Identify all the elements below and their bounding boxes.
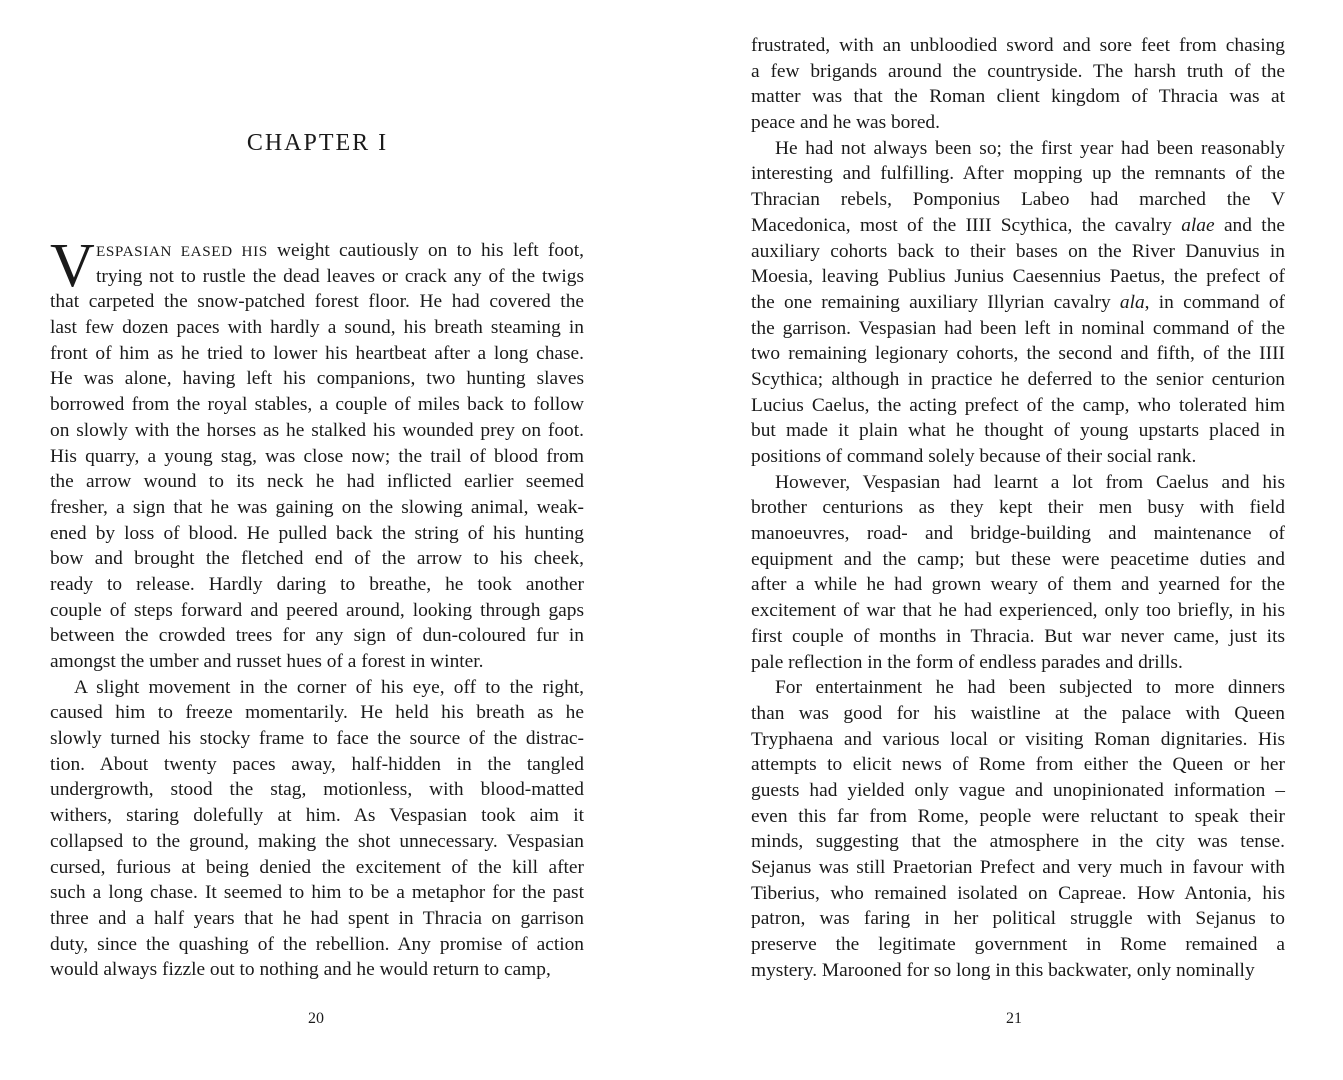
text-line: first couple of months in Thracia. But war never came, just its <box>751 625 1285 647</box>
page-number-right: 21 <box>1006 1010 1022 1027</box>
page-number-left: 20 <box>308 1010 324 1027</box>
opening-line <box>50 238 584 264</box>
text-line: ready to release. Hardly daring to breathe, he took another <box>50 573 584 595</box>
text-line: on slowly with the horses as he stalked his wounded prey on foot. <box>50 419 584 441</box>
text-line: matter was that the Roman client kingdom of Thracia was at <box>751 86 1285 108</box>
text-line: A slight movement in the corner of his eye, off to the right, <box>74 676 584 698</box>
text-line: Macedonica, most of the IIII Scythica, the cavalry alae and the <box>751 214 1285 236</box>
text-line: the arrow wound to its neck he had inflicted earlier seemed <box>50 471 584 493</box>
text-line: trying not to rustle the dead leaves or crack any of the twigs <box>96 265 584 287</box>
text-line: preserve the legitimate government in Rome remained a <box>751 934 1285 956</box>
text-line: frustrated, with an unbloodied sword and sore feet from chasing <box>751 35 1285 56</box>
text-line: interesting and fulfilling. After mopping up the remnants of the <box>751 163 1285 185</box>
right-text-block <box>751 33 1285 983</box>
text-line: Scythica; although in practice he deferred to the senior centurion <box>751 368 1285 390</box>
text-line: However, Vespasian had learnt a lot from Caelus and his <box>775 471 1285 493</box>
text-line: positions of command solely because of their social rank. <box>751 446 1197 467</box>
text-line: fresher, a sign that he was gaining on the slowing animal, weak- <box>50 496 584 518</box>
text-line: between the crowded trees for any sign of dun-coloured fur in <box>50 625 584 647</box>
text-line: auxiliary cohorts back to their bases on the River Danuvius in <box>751 240 1285 262</box>
text-line: slowly turned his stocky frame to face the source of the distrac- <box>50 728 584 750</box>
text-line: two remaining legionary cohorts, the second and fifth, of the IIII <box>751 343 1285 365</box>
text-line: last few dozen paces with hardly a sound, his breath steaming in <box>50 317 584 339</box>
text-line: Tryphaena and various local or visiting Roman dignitaries. His <box>751 728 1285 750</box>
text-line: Tiberius, who remained isolated on Capreae. How Antonia, his <box>751 882 1285 904</box>
text-line: would always fizzle out to nothing and he would return to camp, <box>50 959 551 981</box>
text-line: mystery. Marooned for so long in this backwater, only nominally <box>751 959 1255 981</box>
text-line: attempts to elicit news of Rome from either the Queen or her <box>751 754 1285 776</box>
drop-cap: V <box>50 232 95 300</box>
text-line: He had not always been so; the first year had been reasonably <box>775 137 1285 159</box>
text-line: the garrison. Vespasian had been left in nominal command of the <box>751 317 1285 339</box>
text-line: Thracian rebels, Pomponius Labeo had marched the V <box>751 189 1285 211</box>
text-line: manoeuvres, road- and bridge-building and maintenance of <box>751 523 1285 545</box>
left-text-block <box>50 232 584 983</box>
text-line: Sejanus was still Praetorian Prefect and very much in favour with <box>751 857 1285 878</box>
text-line: excitement of war that he had experienced, only too briefly, in his <box>751 600 1285 622</box>
text-line: cursed, furious at being denied the excitement of the kill after <box>50 856 584 878</box>
text-line: that carpeted the snow-patched forest floor. He had covered the <box>50 291 584 313</box>
text-line: than was good for his waistline at the palace with Queen <box>751 702 1285 724</box>
text-line: bow and brought the fletched end of the arrow to his cheek, <box>50 548 584 570</box>
text-line: tion. About twenty paces away, half-hidden in the tangled <box>50 753 584 775</box>
text-line: Moesia, leaving Publius Junius Caesennius Paetus, the prefect of <box>751 266 1285 288</box>
text-line: a few brigands around the countryside. The harsh truth of the <box>751 60 1285 82</box>
text-line: He was alone, having left his companions, two hunting slaves <box>50 368 584 390</box>
text-line: minds, suggesting that the atmosphere in the city was tense. <box>751 831 1285 853</box>
text-line: His quarry, a young stag, was close now; the trail of blood from <box>50 445 584 467</box>
text-line: borrowed from the royal stables, a couple of miles back to follow <box>50 394 584 416</box>
text-line: caused him to freeze momentarily. He held his breath as he <box>50 702 584 724</box>
right-page <box>700 0 1343 1080</box>
left-page <box>0 0 650 1080</box>
text-line: guests had yielded only vague and unopinionated information – <box>751 779 1285 801</box>
text-line: collapsed to the ground, making the shot unnecessary. Vespasian <box>50 830 584 852</box>
text-line: duty, since the quashing of the rebellion. Any promise of action <box>50 933 584 955</box>
text-line: but made it plain what he thought of young upstarts placed in <box>751 420 1285 442</box>
text-line: three and a half years that he had spent in Thracia on garrison <box>50 907 584 929</box>
chapter-title: CHAPTER I <box>246 130 389 156</box>
text-line: amongst the umber and russet hues of a forest in winter. <box>50 651 484 672</box>
text-line: brother centurions as they kept their men busy with field <box>751 497 1285 519</box>
text-line: couple of steps forward and peered around, looking through gaps <box>50 599 584 621</box>
text-line: patron, was faring in her political struggle with Sejanus to <box>751 908 1285 930</box>
text-line: the one remaining auxiliary Illyrian cavalry ala, in command of <box>751 291 1285 313</box>
text-line: peace and he was bored. <box>751 112 940 134</box>
text-line: withers, staring dolefully at him. As Vespasian took aim it <box>50 805 584 827</box>
small-caps-opening: ESPASIAN EASED HIS <box>96 243 268 260</box>
text-line: For entertainment he had been subjected to more dinners <box>775 677 1285 699</box>
text-line: such a long chase. It seemed to him to be a metaphor for the past <box>50 882 584 904</box>
text-line: undergrowth, stood the stag, motionless, with blood-matted <box>50 779 584 801</box>
text-line: pale reflection in the form of endless parades and drills. <box>751 651 1183 673</box>
opening-line-rest: weight cautiously on to his left foot, <box>267 240 584 261</box>
text-line: Lucius Caelus, the acting prefect of the camp, who tolerated him <box>751 394 1285 416</box>
text-line: ened by loss of blood. He pulled back the string of his hunting <box>50 522 584 544</box>
text-line: front of him as he tried to lower his heartbeat after a long chase. <box>50 342 584 364</box>
text-line: after a while he had grown weary of them and yearned for the <box>751 574 1285 596</box>
text-line: equipment and the camp; but these were peacetime duties and <box>751 548 1285 570</box>
text-line: even this far from Rome, people were reluctant to speak their <box>751 805 1285 827</box>
